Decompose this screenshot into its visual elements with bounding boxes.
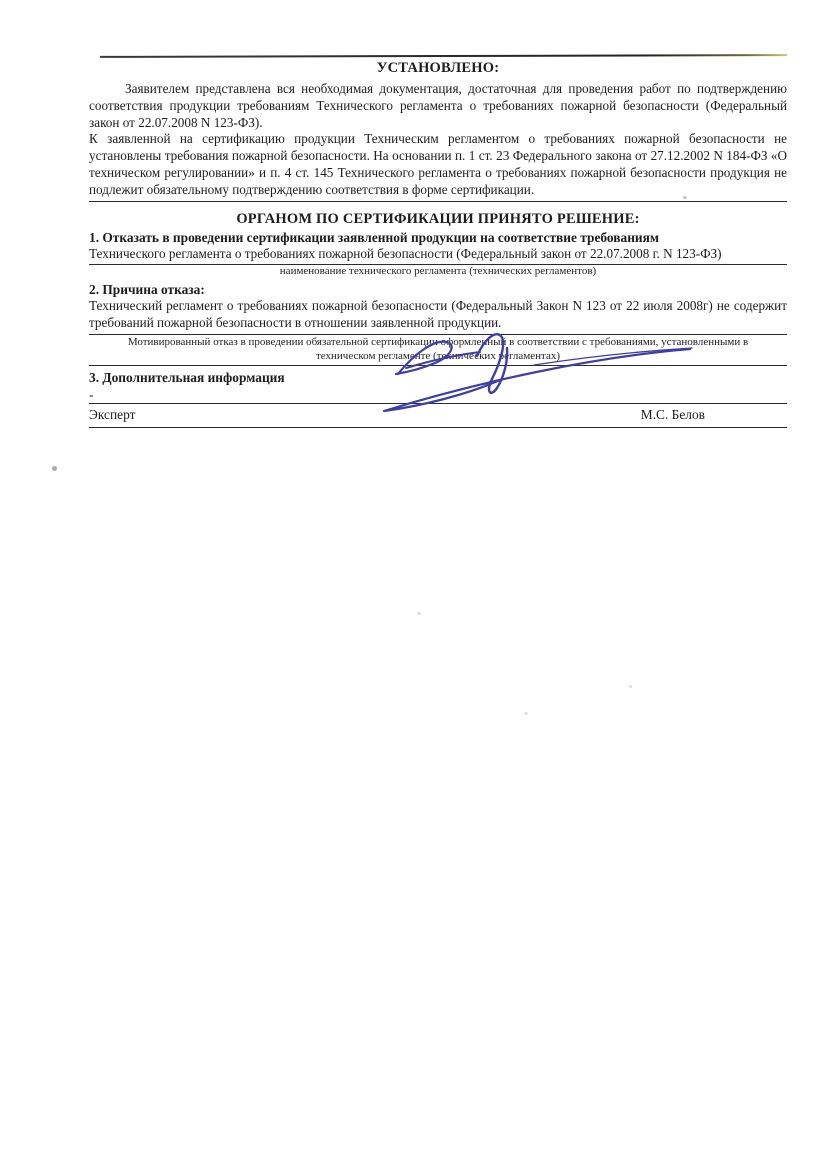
established-heading: УСТАНОВЛЕНО:	[376, 60, 500, 76]
decision-item1-title: 1. Отказать в проведении сертификации заявленной продукции на соответствие требованиям	[89, 229, 660, 245]
top-divider-rule	[100, 54, 787, 58]
scan-speck	[524, 712, 528, 715]
signer-row	[89, 404, 787, 428]
decision-item3-title: 3. Дополнительная информация	[89, 370, 285, 386]
decision-item1-caption: наименование технического регламента (технических регламентов)	[279, 265, 597, 278]
decision-item2-title: 2. Причина отказа:	[89, 281, 205, 297]
signer-name-label: М.С. Белов	[640, 406, 705, 422]
decision-item2-caption: Мотивированный отказ в проведении обязательной сертификации оформленный в соответствии с требованиями, установленными в техническом регламенте (технических регламентах)	[127, 336, 749, 362]
established-paragraph-1: Заявителем представлена вся необходимая документация, достаточная для проведения работ по подтверждению соответствия продукции требованиям Технического регламента о требованиях пожарной безопасности (Федеральный закон от 22.07.2008 N 123-ФЗ).	[89, 81, 787, 130]
scan-speck	[52, 466, 57, 471]
established-paragraph-2: К заявленной на сертификацию продукции Техническим регламентом о требованиях пожарной безопасности не установлены требования пожарной безопасности. На основании п. 1 ст. 23 Федерального закона от 27.12.2002 N 184-ФЗ «О техническом регулировании» и п. 4 ст. 145 Технического регламента о требованиях пожарной безопасности продукция не подлежит обязательному подтверждению соответствия в форме сертификации.	[89, 131, 787, 201]
document-content	[89, 60, 787, 428]
decision-item2-caption-block	[89, 335, 787, 366]
decision-item1-value: Технического регламента о требованиях пожарной безопасности (Федеральный закон от 22.07.2008 г. N 123-ФЗ)	[89, 246, 787, 265]
decision-heading: ОРГАНОМ ПО СЕРТИФИКАЦИИ ПРИНЯТО РЕШЕНИЕ:	[236, 210, 640, 227]
scan-speck	[417, 612, 421, 615]
decision-item2-value: Технический регламент о требованиях пожарной безопасности (Федеральный Закон N 123 от 22 июля 2008г) не содержит требований пожарной безопасности в отношении заявленной продукции.	[89, 298, 787, 335]
signer-role-label: Эксперт	[89, 406, 136, 422]
scan-speck	[629, 685, 632, 688]
decision-item3-value: -	[89, 387, 787, 404]
